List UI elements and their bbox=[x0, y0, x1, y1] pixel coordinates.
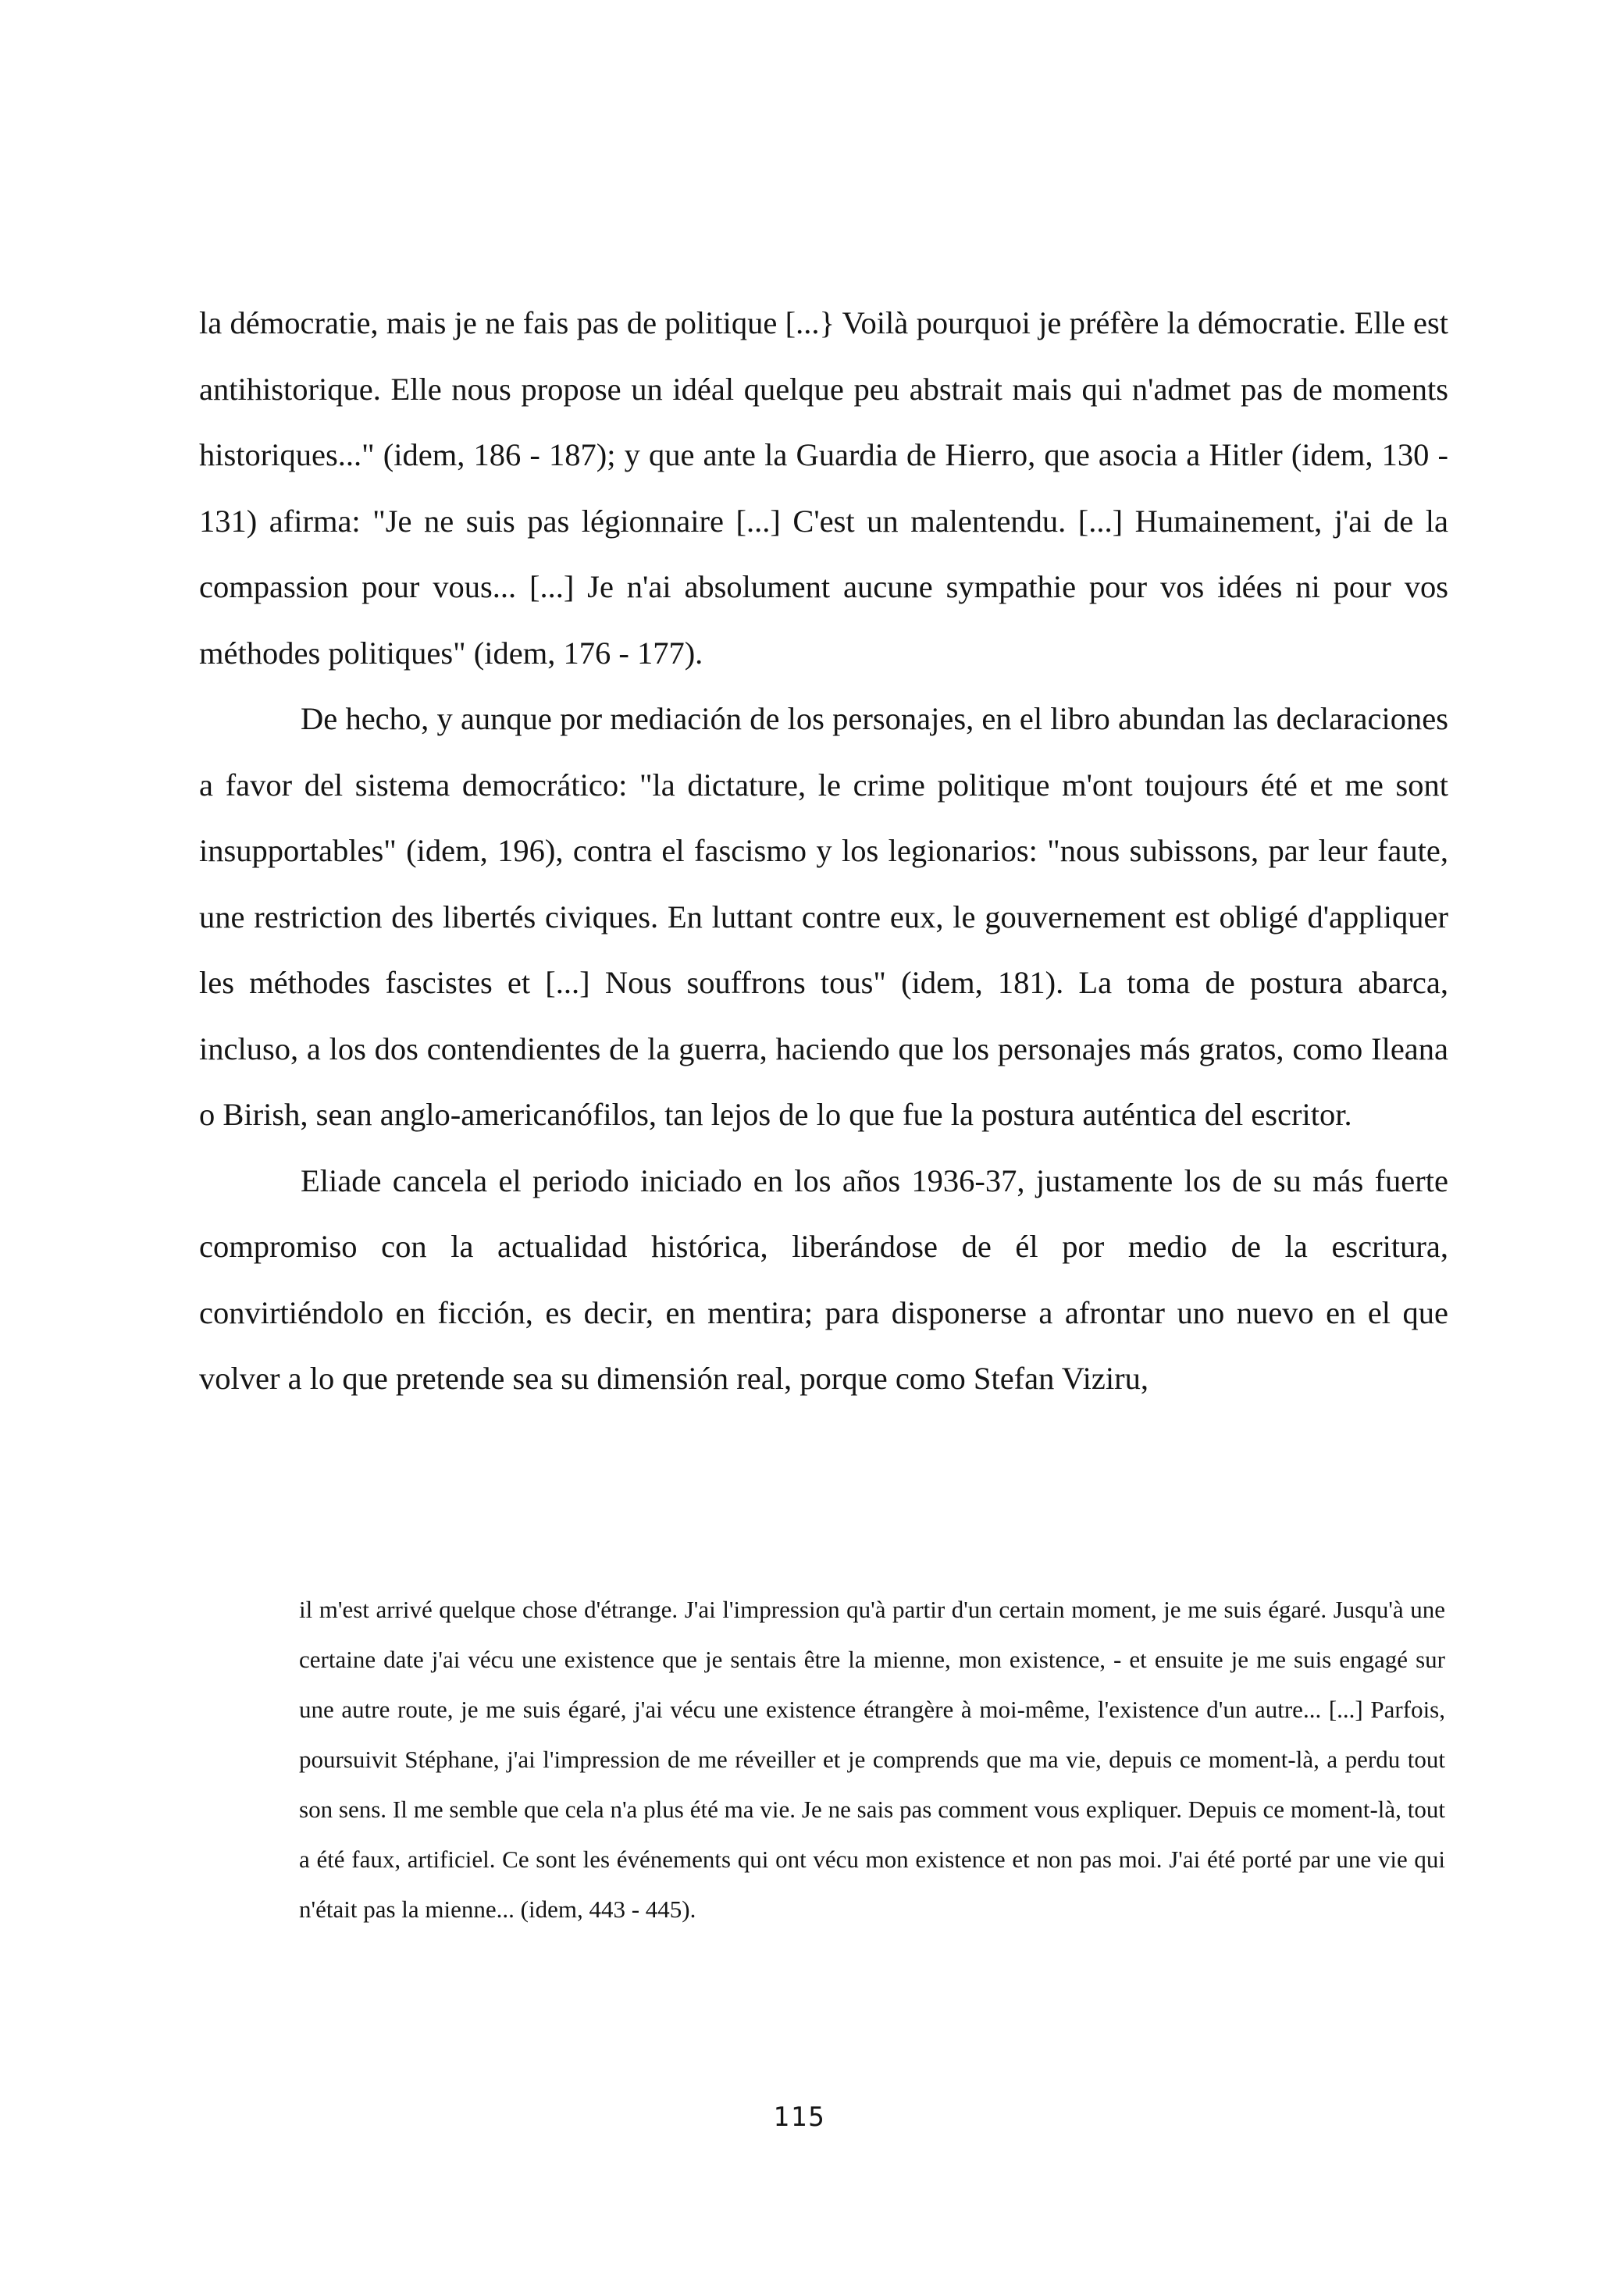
continuation-paragraph: la démocratie, mais je ne fais pas de politique [...} Voilà pourquoi je préfère la démocratie. Elle est antihistorique. Elle nous propose un idéal quelque peu abstrait mais qui n'admet pas de moments historiques..." (idem, 186 - 187); y que ante la Guardia de Hierro, que asocia a Hitler (idem, 130 - 131) afirma: "Je ne suis pas légionnaire [...] C'est un malentendu. [...] Humainement, j'ai de la compassion pour vous... [...] Je n'ai absolument aucune sympathie pour vos idées ni pour vos méthodes politiques" (idem, 176 - 177). bbox=[199, 305, 1448, 671]
block-quote: il m'est arrivé quelque chose d'étrange. J'ai l'impression qu'à partir d'un certain moment, je me suis égaré. Jusqu'à une certaine date j'ai vécu une existence que je sentais être la mienne, mon existence, - et ensuite je me suis engagé sur une autre route, je me suis égaré, j'ai vécu une existence étrangère à moi-même, l'existence d'un autre... [...] Parfois, poursuivit Stéphane, j'ai l'impression de me réveiller et je comprends que ma vie, depuis ce moment-là, a perdu tout son sens. Il me semble que cela n'a plus été ma vie. Je ne sais pas comment vous expliquer. Depuis ce moment-là, tout a été faux, artificiel. Ce sont les événements qui ont vécu mon existence et non pas moi. J'ai été porté par une vie qui n'était pas la mienne... (idem, 443 - 445). bbox=[299, 1596, 1445, 1923]
main-text-body bbox=[199, 290, 1448, 1412]
body-paragraph: Eliade cancela el periodo iniciado en los años 1936-37, justamente los de su más fuerte compromiso con la actualidad histórica, liberándose de él por medio de la escritura, convirtiéndolo en ficción, es decir, en mentira; para disponerse a afrontar uno nuevo en el que volver a lo que pretende sea su dimensión real, porque como Stefan Viziru, bbox=[199, 1162, 1448, 1396]
body-paragraph: De hecho, y aunque por mediación de los personajes, en el libro abundan las declaraciones a favor del sistema democrático: "la dictature, le crime politique m'ont toujours été et me sont insupportables" (idem, 196), contra el fascismo y los legionarios: "nous subissons, par leur faute, une restriction des libertés civiques. En luttant contre eux, le gouvernement est obligé d'appliquer les méthodes fascistes et [...] Nous souffrons tous" (idem, 181). La toma de postura abarca, incluso, a los dos contendientes de la guerra, haciendo que los personajes más gratos, como Ileana o Birish, sean anglo-americanófilos, tan lejos de lo que fue la postura auténtica del escritor. bbox=[199, 701, 1448, 1132]
page-number: 115 bbox=[773, 2102, 826, 2133]
